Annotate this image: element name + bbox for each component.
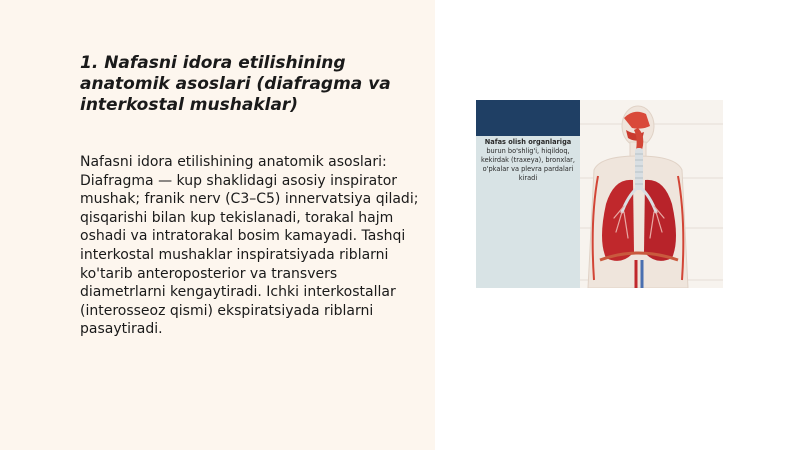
respiratory-system-icon — [580, 100, 723, 288]
figure-caption — [479, 138, 577, 183]
slide-body: Nafasni idora etilishining anatomik asoslari: Diafragma — kup shaklidagi asosiy inspirator mushak; franik nerv (C3–C5) innervatsiya qiladi; qisqarishi bilan kup tekislanadi, torakal hajm oshadi va intratorakal bosim kamayadi. Tashqi interkostal mushaklar inspiratsiyada riblarni ko'tarib anteroposterior va transvers diametrlarni kengaytiradi. Ichki interkostallar (interosseoz qismi) ekspiratsiyada riblarni pasaytiradi. — [80, 154, 419, 338]
respiratory-figure — [476, 100, 723, 288]
slide-title: 1. Nafasni idora etilishining anatomik asoslari (diafragma va interkostal mushaklar) — [80, 53, 391, 115]
figure-caption-rest: burun bo'shlig'i, hiqildoq, kekirdak (traxeya), bronxlar, o'pkalar va plevra pardalari kiradi — [481, 147, 575, 182]
figure-header-bar — [476, 100, 580, 136]
figure-caption-bold: Nafas olish organlariga — [484, 138, 572, 146]
